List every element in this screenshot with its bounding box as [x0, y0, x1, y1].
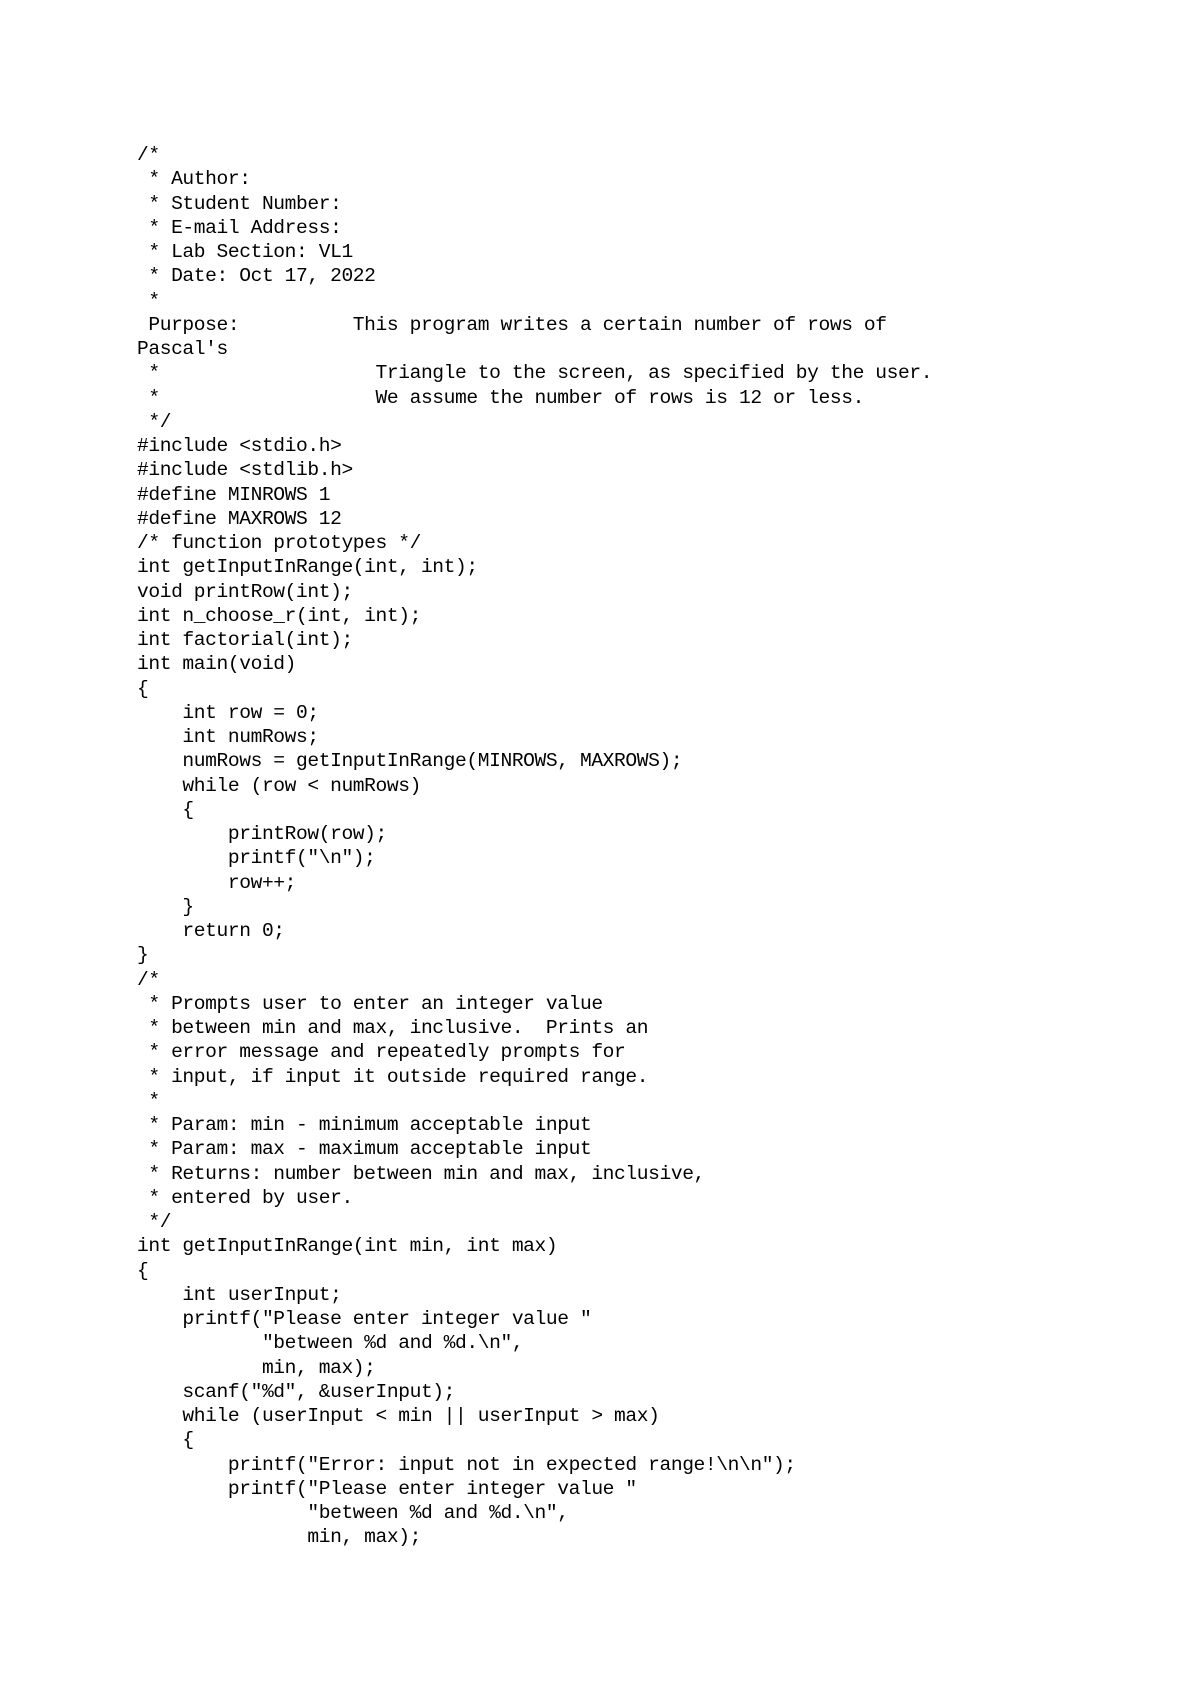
code-line: * Triangle to the screen, as specified by the user. [137, 362, 933, 385]
code-line: * [137, 1089, 160, 1112]
code-line: * E-mail Address: [137, 216, 342, 239]
code-line: * error message and repeatedly prompts for [137, 1041, 626, 1064]
code-line: row++; [137, 871, 297, 894]
code-line: scanf("%d", &userInput); [137, 1380, 456, 1403]
code-line: { [137, 798, 194, 821]
code-line: Pascal's [137, 338, 228, 360]
code-line: { [137, 677, 149, 700]
code-line: { [137, 1259, 149, 1282]
code-line: * entered by user. [137, 1186, 353, 1209]
code-line: int factorial(int); [137, 629, 353, 651]
code-line: int userInput; [137, 1283, 342, 1306]
code-line: Purpose: This program writes a certain number of rows of [137, 313, 887, 336]
code-line: #define MINROWS 1 [137, 483, 331, 506]
code-line: printf("\n"); [137, 847, 376, 870]
code-line: int n_choose_r(int, int); [137, 604, 421, 627]
code-line: numRows = getInputInRange(MINROWS, MAXROWS); [137, 750, 683, 773]
code-listing [137, 143, 932, 1550]
code-line: "between %d and %d.\n", [137, 1502, 569, 1524]
code-line: * Student Number: [137, 192, 342, 215]
code-line: * Param: max - maximum acceptable input [137, 1138, 592, 1161]
code-line: * We assume the number of rows is 12 or less. [137, 386, 864, 409]
code-line: printRow(row); [137, 823, 387, 845]
code-line: #define MAXROWS 12 [137, 507, 342, 530]
code-line: */ [137, 1211, 172, 1233]
code-line: */ [137, 410, 172, 433]
code-line: * [137, 289, 160, 312]
code-line: * Returns: number between min and max, inclusive, [137, 1162, 705, 1185]
code-line: void printRow(int); [137, 580, 353, 603]
code-line: * Lab Section: VL1 [137, 241, 353, 263]
code-line: * Date: Oct 17, 2022 [137, 265, 376, 288]
code-line: int getInputInRange(int, int); [137, 556, 478, 579]
code-line: printf("Error: input not in expected range!\n\n"); [137, 1453, 796, 1476]
code-line: * input, if input it outside required range. [137, 1065, 649, 1088]
code-line: * Prompts user to enter an integer value [137, 992, 603, 1015]
code-line: * between min and max, inclusive. Prints an [137, 1017, 649, 1039]
code-line: /* [137, 968, 160, 991]
code-line: while (userInput < min || userInput > max) [137, 1405, 660, 1427]
code-line: * Param: min - minimum acceptable input [137, 1114, 592, 1136]
code-line: * Author: [137, 168, 251, 191]
code-line: min, max); [137, 1526, 421, 1549]
code-line: } [137, 944, 149, 967]
code-line: /* function prototypes */ [137, 532, 421, 554]
code-line: { [137, 1429, 194, 1452]
code-line: /* [137, 144, 160, 166]
code-line: printf("Please enter integer value " [137, 1308, 592, 1330]
code-line: while (row < numRows) [137, 774, 421, 797]
code-line: int main(void) [137, 653, 297, 676]
code-line: } [137, 895, 194, 918]
code-line: min, max); [137, 1356, 376, 1379]
code-line: printf("Please enter integer value " [137, 1477, 637, 1500]
code-line: "between %d and %d.\n", [137, 1332, 524, 1355]
code-line: int numRows; [137, 726, 319, 748]
code-line: #include <stdlib.h> [137, 459, 353, 482]
code-line: int getInputInRange(int min, int max) [137, 1235, 558, 1258]
code-line: #include <stdio.h> [137, 435, 342, 457]
code-line: int row = 0; [137, 701, 319, 724]
code-line: return 0; [137, 920, 285, 942]
